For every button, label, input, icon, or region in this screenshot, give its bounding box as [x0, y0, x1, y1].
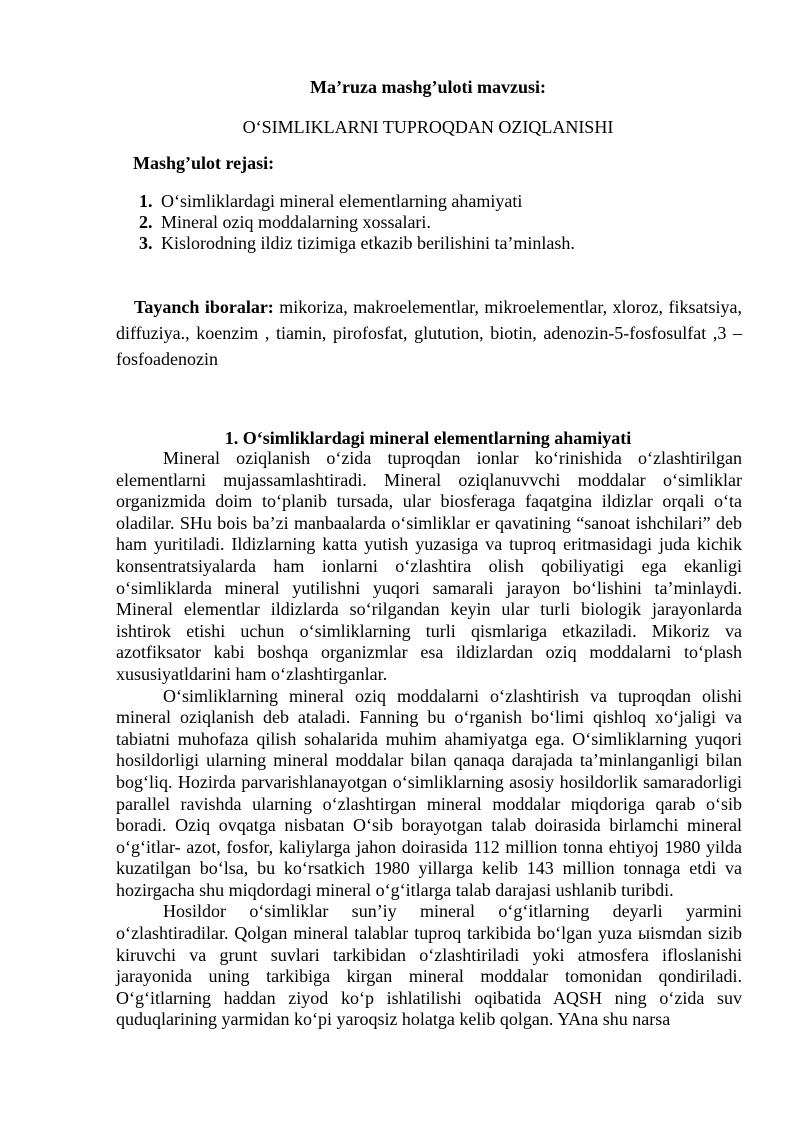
- plan-item-number: 2.: [139, 212, 153, 232]
- body-paragraph: Mineral oziqlanish o‘zida tuproqdan ionlar ko‘rinishida o‘zlashtirilgan elementlarni mujassamlashtiradi. Mineral oziqlanuvvchi moddalar o‘simliklar organizmida doim to‘planib tursada, ular biosferaga faqatgina ildizlar orqali o‘ta oladilar. SHu bois ba’zi manbaalarda o‘simliklar er qavatining “sanoat ishchilari” deb ham yuritiladi. Ildizlarning katta yutish yuzasiga va tuproq eritmasidagi juda kichik konsentratsiyalarda ham ionlarni o‘zlashtira olish qobiliyatigi ega ekanligi o‘simliklarda mineral yutilishni yuqori samarali jarayon bo‘lishini ta’minlaydi. Mineral elementlar ildizlarda so‘rilgandan keyin ular turli biologik jarayonlarda ishtirok etishi uchun o‘simliklarning turli qismlariga etkaziladi. Mikoriz va azotfiksator kabi boshqa organizmlar esa ildizlardan oziq moddalarni to‘plash xususiyatldarini ham o‘zlashtirganlar.: [116, 448, 742, 684]
- body-paragraph: O‘simliklarning mineral oziq moddalarni o‘zlashtirish va tuproqdan olishi mineral oziqlanish deb ataladi. Fanning bu o‘rganish bo‘limi qishloq xo‘jaligi va tabiatni muhofaza qilish sohalarida muhim ahamiyatga ega. O‘simliklarning yuqori hosildorligi ularning mineral moddalar bilan qanaqa darajada ta’minlanganligi bilan bog‘liq. Hozirda parvarishlanayotgan o‘simliklarning asosiy hosildorlik samaradorligi parallel ravishda ularning o‘zlashtirgan mineral moddalar miqdoriga qarab o‘sib boradi. Oziq ovqatga nisbatan O‘sib borayotgan talab doirasida birlamchi mineral o‘g‘itlar- azot, fosfor, kaliylarga jahon doirasida 112 million tonna ehtiyoj 1980 yilda kuzatilgan bo‘lsa, bu ko‘rsatkich 1980 yillarga kelib 143 million tonnaga etdi va hozirgacha shu miqdordagi mineral o‘g‘itlarga talab darajasi ushlanib turibdi.: [116, 685, 742, 900]
- plan-item-number: 3.: [139, 233, 153, 253]
- plan-item-text: Kislorodning ildiz tizimiga etkazib berilishini ta’minlash.: [161, 233, 575, 253]
- section-body: [116, 448, 742, 1031]
- page-title: Ma’ruza mashg’uloti mavzusi:: [310, 77, 546, 97]
- plan-heading: Mashg’ulot rejasi:: [133, 153, 275, 173]
- plan-item-text: O‘simliklardagi mineral elementlarning ahamiyati: [161, 191, 523, 211]
- body-paragraph: Hosildor o‘simliklar sun’iy mineral o‘g‘itlarning deyarli yarmini o‘zlashtiradilar. Qolgan mineral talablar tuproq tarkibida bo‘lgan yuza ыismdan sizib kiruvchi va grunt suvlari tarkibidan o‘zlashtiriladi yoki atmosfera ifloslanishi jarayonida uning tarkibiga kirgan mineral moddalar tomonidan qondiriladi. O‘g‘itlarning haddan ziyod ko‘p ishlatilishi oqibatida AQSH ning o‘zida suv quduqlarining yarmidan ko‘pi yaroqsiz holatga kelib qolgan. YAna shu narsa: [116, 901, 742, 1030]
- keywords-text: mikoriza, makroelementlar, mikroelementlar, xloroz, fiksatsiya, diffuziya., koenzim , tiamin, pirofosfat, glutution, biotin, adenozin-5-fosfosulfat ,3 –fosfoadenozin: [116, 297, 742, 369]
- plan-item-number: 1.: [139, 191, 153, 211]
- section-title: 1. O‘simliklardagi mineral elementlarning ahamiyati: [224, 428, 632, 448]
- topic-title: O‘SIMLIKLARNI TUPROQDAN OZIQLANISHI: [242, 117, 614, 137]
- plan-item: [139, 233, 575, 254]
- keywords-label: Tayanch iboralar:: [134, 297, 274, 317]
- plan-list: [139, 191, 575, 254]
- keywords-paragraph: [116, 294, 742, 372]
- plan-item-text: Mineral oziq moddalarning xossalari.: [161, 212, 431, 232]
- plan-item: [139, 191, 575, 212]
- plan-item: [139, 212, 575, 233]
